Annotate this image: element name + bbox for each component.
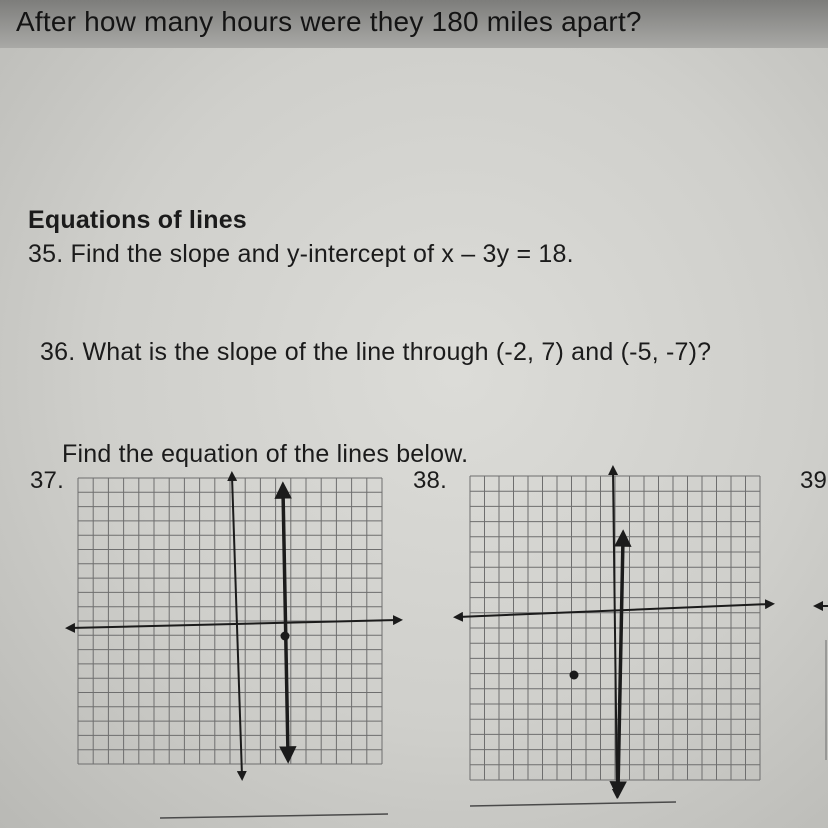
graph-38-number: 38. xyxy=(413,467,447,494)
graph-38-point xyxy=(570,671,579,680)
section-title: Equations of lines xyxy=(28,206,247,234)
graph-39-partial xyxy=(818,606,828,760)
header-question: After how many hours were they 180 miles apart? xyxy=(16,6,642,37)
graph-37 xyxy=(70,476,398,776)
graph-38 xyxy=(458,470,770,794)
graph-37-number: 37. xyxy=(30,467,64,494)
question-35: 35. Find the slope and y-intercept of x – 3y = 18. xyxy=(28,240,574,268)
graph-37-plotted-line xyxy=(283,490,288,755)
find-lines-instruction: Find the equation of the lines below. xyxy=(62,440,469,468)
graph-39-number: 39 xyxy=(800,467,828,494)
answer-line-38 xyxy=(470,802,676,806)
graph-37-point xyxy=(281,632,290,641)
answer-line-37 xyxy=(160,814,388,818)
question-36: 36. What is the slope of the line through (-2, 7) and (-5, -7)? xyxy=(40,338,712,366)
graph-38-plotted-line xyxy=(618,538,623,790)
